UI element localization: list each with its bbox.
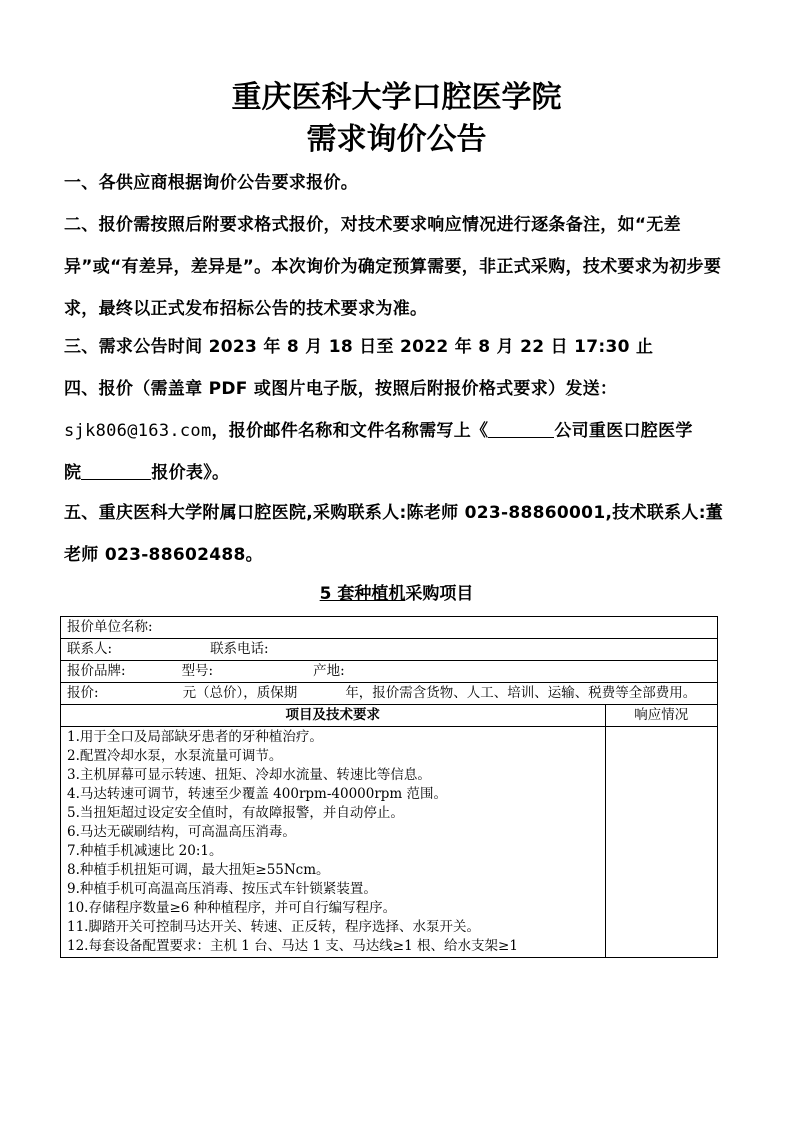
requirement-item: 6.马达无碳刷结构，可高温高压消毒。 [67,824,296,840]
requirement-item: 5.当扭矩超过设定安全值时，有故障报警，并自动停止。 [67,805,404,821]
paragraph-2: 二、报价需按照后附要求格式报价，对技术要求响应情况进行逐条备注，如“无差异”或“有差异，差异是”。本次询价为确定预算需要，非正式采购，技术要求为初步要求，最终以正式发布招标公告的技术要求为准。 [64,215,722,319]
paragraph-4 [64,368,732,494]
document-title: 重庆医科大学口腔医学院 [231,80,562,115]
model-label: 型号: [181,663,214,679]
table-row [61,617,718,639]
paragraph-4-text-e: 报价表》。 [151,463,230,483]
origin-label: 产地: [313,663,345,679]
paragraph-4-text-c: 公司重医口腔医学 [554,421,693,441]
table-header-row [61,705,718,727]
company-blank [488,419,554,438]
table-row [61,727,718,958]
brand-cell[interactable] [61,661,718,683]
requirement-item: 11.脚踏开关可控制马达开关、转速、正反转，程序选择、水泵开关。 [67,919,480,935]
response-header: 响应情况 [605,705,717,727]
requirement-item: 1.用于全口及局部缺牙患者的牙种植治疗。 [67,729,323,745]
response-cell[interactable] [605,727,717,958]
unit-name-cell[interactable] [61,617,718,639]
price-unit-text: 元（总价），质保期 [182,685,298,701]
requirement-item: 2.配置冷却水泵，水泵流量可调节。 [67,748,283,764]
requirements-cell [61,727,606,958]
contact-cell[interactable] [61,639,718,661]
project-title [0,582,793,606]
phone-label: 联系电话: [210,641,269,657]
requirement-item: 12.每套设备配置要求：主机 1 台、马达 1 支、马达线≥1 根、给水支架≥1 [67,938,518,954]
project-blank [81,461,151,480]
requirement-item: 4.马达转速可调节，转速至少覆盖 400rpm-40000rpm 范围。 [67,786,448,802]
unit-name-label: 报价单位名称: [67,619,153,635]
email-address: sjk806@163.com [64,421,212,441]
brand-label: 报价品牌: [67,663,126,679]
table-row [61,639,718,661]
project-title-underlined: 5 套种植机 [319,584,406,604]
paragraph-3: 三、需求公告时间 2023 年 8 月 18 日至 2022 年 8 月 22 日 17:30 止 [64,337,654,357]
requirement-item: 8.种植手机扭矩可调，最大扭矩≥55Ncm。 [67,862,330,878]
price-cell[interactable] [61,683,718,705]
paragraph-4-text-a: 四、报价（需盖章 PDF 或图片电子版，按照后附报价格式要求）发送： [64,379,618,399]
price-label: 报价: [67,685,99,701]
paragraph-4-text-b: ，报价邮件名称和文件名称需写上《 [211,421,489,441]
paragraph-1: 一、各供应商根据询价公告要求报价。 [64,173,359,193]
items-header: 项目及技术要求 [61,705,606,727]
document-subtitle: 需求询价公告 [306,122,487,157]
paragraph-4-text-d: 院 [64,463,82,483]
contact-label: 联系人: [67,641,113,657]
requirement-item: 7.种植手机减速比 20:1。 [67,843,223,859]
price-note-text: 年，报价需含货物、人工、培训、运输、税费等全部费用。 [345,685,697,701]
requirement-item: 9.种植手机可高温高压消毒、按压式车针锁紧装置。 [67,881,377,897]
requirement-item: 10.存储程序数量≥6 种种植程序，并可自行编写程序。 [67,900,397,916]
table-row [61,661,718,683]
quotation-table [60,616,718,958]
project-title-suffix: 采购项目 [405,584,474,604]
paragraph-5: 五、重庆医科大学附属口腔医院,采购联系人:陈老师 023-88860001,技术联系人:董老师 023-88602488。 [64,503,724,565]
requirement-item: 3.主机屏幕可显示转速、扭矩、冷却水流量、转速比等信息。 [67,767,431,783]
table-row [61,683,718,705]
